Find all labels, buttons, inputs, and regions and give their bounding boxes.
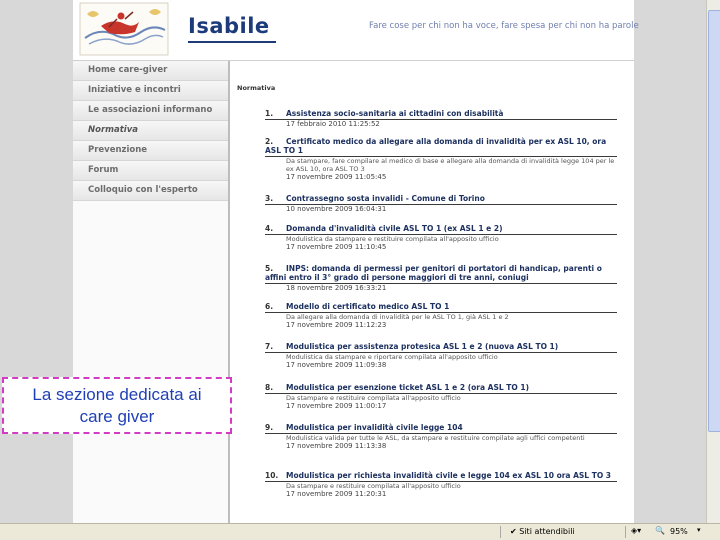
- item-title-link[interactable]: Modulistica per assistenza protesica ASL 1 e 2 (nuova ASL TO 1): [286, 342, 559, 351]
- item-number: 2.: [265, 137, 274, 146]
- item-date: 17 novembre 2009 11:05:45: [286, 173, 387, 181]
- checkmark-icon: ✔: [510, 527, 517, 536]
- item-title-link[interactable]: INPS: domanda di permessi per genitori di portatori di handicap, parenti o affini entro il 3° grado di persone maggiori di tre anni, coniugi: [265, 264, 602, 282]
- item-title-link[interactable]: Contrassegno sosta invalidi - Comune di Torino: [286, 194, 485, 203]
- list-item: [265, 302, 617, 330]
- item-date: 17 novembre 2009 11:13:38: [286, 442, 387, 450]
- item-number: 1.: [265, 109, 274, 118]
- item-description: Modulistica valida per tutte le ASL, da stampare e restituire compilate agli uffici competenti: [286, 434, 585, 442]
- section-title: Normativa: [237, 84, 276, 92]
- item-number: 6.: [265, 302, 274, 311]
- status-separator: [625, 526, 626, 538]
- list-item: [265, 224, 617, 252]
- callout-line-1: La sezione dedicata ai: [32, 385, 202, 404]
- item-number: 7.: [265, 342, 274, 351]
- status-separator: [500, 526, 501, 538]
- item-description: Da allegare alla domanda di invalidità per le ASL TO 1, già ASL 1 e 2: [286, 313, 509, 321]
- list-item: [265, 194, 617, 214]
- sidebar-item-home-care-giver[interactable]: Home care-giver: [73, 61, 228, 81]
- page-background-right: [634, 0, 706, 523]
- list-item: [265, 109, 617, 129]
- item-description: Da stampare e restituire compilata all'apposito ufficio: [286, 394, 461, 402]
- item-date: 17 novembre 2009 11:09:38: [286, 361, 387, 369]
- callout-line-2: care giver: [79, 407, 155, 426]
- zoom-level[interactable]: 95%: [670, 527, 688, 536]
- zoom-icon[interactable]: 🔍: [655, 526, 665, 535]
- item-number: 8.: [265, 383, 274, 392]
- item-title-link[interactable]: Domanda d'invalidità civile ASL TO 1 (ex ASL 1 e 2): [286, 224, 503, 233]
- site-tagline: Fare cose per chi non ha voce, fare spesa per chi non ha parole: [369, 21, 639, 31]
- site-logo[interactable]: [79, 2, 169, 56]
- item-number: 5.: [265, 264, 274, 273]
- item-number: 10.: [265, 471, 279, 480]
- browser-status-bar: [0, 523, 720, 540]
- main-content: [231, 61, 634, 523]
- sidebar-item-forum[interactable]: Forum: [73, 161, 228, 181]
- list-item: [265, 423, 617, 451]
- item-title-link[interactable]: Assistenza socio-sanitaria ai cittadini con disabilità: [286, 109, 504, 118]
- item-description: Da stampare e restituire compilata all'apposito ufficio: [286, 482, 461, 490]
- item-title-link[interactable]: Modulistica per esenzione ticket ASL 1 e 2 (ora ASL TO 1): [286, 383, 529, 392]
- vertical-scrollbar[interactable]: [706, 0, 720, 523]
- scrollbar-thumb[interactable]: [708, 10, 720, 432]
- item-date: 17 novembre 2009 11:00:17: [286, 402, 387, 410]
- item-number: 4.: [265, 224, 274, 233]
- item-description: Da stampare, fare compilare al medico di base e allegare alla domanda di invalidità legge 104 per le ex ASL 10, ora ASL TO 3: [286, 157, 615, 173]
- sidebar-item-normativa[interactable]: Normativa: [73, 121, 228, 141]
- security-zone-label: Siti attendibili: [519, 527, 575, 536]
- item-date: 17 febbraio 2010 11:25:52: [286, 120, 380, 128]
- item-date: 18 novembre 2009 16:33:21: [286, 284, 387, 292]
- sidebar-nav: [73, 61, 228, 201]
- item-title-link[interactable]: Modulistica per richiesta invalidità civile e legge 104 ex ASL 10 ora ASL TO 3: [286, 471, 612, 480]
- protected-mode-icon[interactable]: ◈▾: [631, 526, 642, 535]
- item-date: 17 novembre 2009 11:10:45: [286, 243, 387, 251]
- site-header: [73, 0, 639, 61]
- list-item: [265, 342, 617, 370]
- column-divider: [228, 61, 230, 523]
- item-date: 10 novembre 2009 16:04:31: [286, 205, 387, 213]
- item-number: 3.: [265, 194, 274, 203]
- site-title[interactable]: Isabile: [188, 14, 270, 38]
- sidebar-item-iniziative[interactable]: Iniziative e incontri: [73, 81, 228, 101]
- list-item: [265, 264, 617, 293]
- item-description: Modulistica da stampare e restituire compilata all'apposito ufficio: [286, 235, 499, 243]
- security-zone[interactable]: [510, 527, 575, 536]
- sidebar-background: [73, 201, 228, 523]
- list-item: [265, 383, 617, 411]
- chevron-down-icon[interactable]: ▾: [697, 526, 701, 534]
- item-title-link[interactable]: Certificato medico da allegare alla domanda di invalidità per ex ASL 10, ora ASL TO 1: [265, 137, 607, 155]
- item-date: 17 novembre 2009 11:12:23: [286, 321, 387, 329]
- sidebar-item-prevenzione[interactable]: Prevenzione: [73, 141, 228, 161]
- annotation-callout: [2, 377, 232, 434]
- item-description: Modulistica da stampare e riportare compilata all'apposito ufficio: [286, 353, 498, 361]
- sidebar-item-colloquio[interactable]: Colloquio con l'esperto: [73, 181, 228, 201]
- item-title-link[interactable]: Modulistica per invalidità civile legge 104: [286, 423, 463, 432]
- list-item: [265, 137, 617, 182]
- list-item: [265, 471, 617, 499]
- sidebar-item-associazioni[interactable]: Le associazioni informano: [73, 101, 228, 121]
- item-date: 17 novembre 2009 11:20:31: [286, 490, 387, 498]
- item-title-link[interactable]: Modello di certificato medico ASL TO 1: [286, 302, 450, 311]
- item-number: 9.: [265, 423, 274, 432]
- page-background-left: [0, 0, 73, 523]
- title-underline: [188, 41, 276, 43]
